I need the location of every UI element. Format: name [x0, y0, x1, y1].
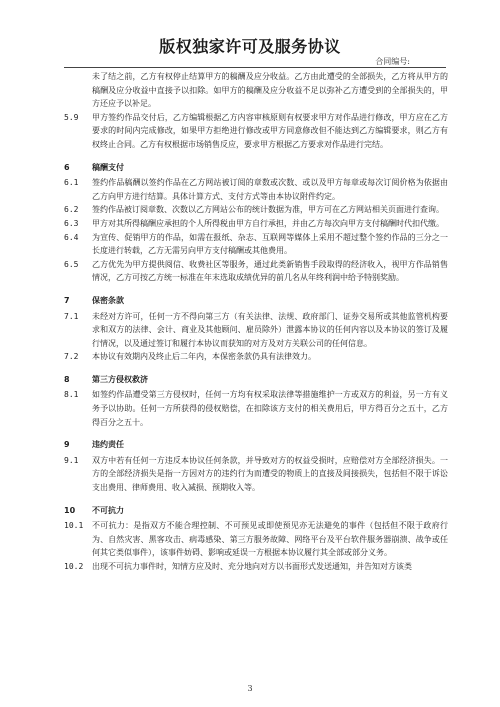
section-title: 稿酬支付	[92, 162, 124, 172]
clause-text: 乙方优先为甲方提供阅信、收费社区等服务，通过此类新销售手段取得的经济收入，视甲方作品销售情况，乙方可按乙方统一标准在年末选取成绩优异的前几名从年终利润中给予特别奖励。	[92, 259, 448, 283]
document-title: 版权独家许可及服务协议	[159, 37, 341, 56]
clause-number: 7.2	[64, 352, 79, 362]
clause-6-3	[64, 217, 448, 231]
clause-number: 10.1	[64, 521, 84, 531]
section-title: 违约责任	[92, 440, 124, 450]
clause-6-1	[64, 176, 448, 203]
section-title: 保密条款	[92, 295, 124, 305]
clause-6-2	[64, 203, 448, 217]
header-divider	[64, 67, 446, 68]
clause-text: 为宣传、促销甲方的作品，如需在报纸、杂志、互联网等媒体上采用不超过整个签约作品的三分之一长度进行转载，乙方无需另向甲方支付稿酬或其他费用。	[92, 232, 448, 256]
clause-number: 8.1	[64, 390, 79, 400]
clause-number: 6.3	[64, 218, 79, 228]
clause-6-4	[64, 231, 448, 258]
clause-number: 5.9	[64, 112, 79, 122]
clause-text: 双方中若有任何一方违反本协议任何条款，并导致对方的权益受损时，应赔偿对方全部经济损失。一方的全部经济损失是指一方因对方的违约行为而遭受的物质上的直接及间接损失，包括但不限于诉讼支出费用、律师费用、收入减损、预期收入等。	[92, 455, 448, 493]
clause-text: 如签约作品遭受第三方侵权时，任何一方均有权采取法律等措施维护一方或双方的利益，另一方有义务予以协助。任何一方所获得的侵权赔偿，在扣除该方支付的相关费用后，甲方得百分之五十，乙方得百分之五十。	[92, 390, 448, 427]
clause-8-1	[64, 388, 448, 429]
clause-number: 6.1	[64, 178, 79, 188]
section-number: 8	[64, 374, 70, 384]
section-number: 10	[64, 505, 76, 515]
clause-text: 未经对方许可，任何一方不得向第三方（有关法律、法规、政府部门、证券交易所或其他监管机构要求和双方的法律、会计、商业及其他顾问、雇员除外）泄露本协议的任何内容以及本协议的签订及履行情况，以及通过签订和履行本协议而获知的对方及对方关联公司的任何信息。	[92, 311, 448, 348]
document-body	[64, 70, 448, 574]
section-6-heading	[64, 161, 448, 175]
clause-10-2	[64, 560, 448, 574]
section-number: 7	[64, 295, 70, 305]
clause-number: 6.2	[64, 205, 79, 215]
clause-number: 10.2	[64, 562, 84, 571]
section-number: 6	[64, 162, 70, 172]
section-9-heading	[64, 438, 448, 452]
clause-9-1	[64, 454, 448, 495]
clause-7-2	[64, 350, 448, 364]
contract-number-label: 合同编号:	[375, 57, 410, 66]
section-title: 不可抗力	[92, 505, 124, 515]
clause-6-5	[64, 258, 448, 285]
clause-5-9	[64, 111, 448, 152]
continuation-paragraph	[64, 70, 448, 111]
section-title: 第三方侵权救济	[92, 374, 148, 384]
clause-number: 7.1	[64, 311, 79, 321]
section-7-heading	[64, 294, 448, 308]
clause-number: 6.5	[64, 259, 79, 269]
clause-number: 9.1	[64, 455, 79, 465]
section-8-heading	[64, 373, 448, 387]
clause-text: 签约作品稿酬以签约作品在乙方网站被订阅的章数或次数、或以及甲方每章或每次订阅价格为依据由乙方向甲方进行结算。具体计算方式、支付方式等由本协议附件约定。	[92, 178, 448, 201]
clause-text: 签约作品被订阅章数、次数以乙方网站公布的统计数据为准，甲方可在乙方网站相关页面进行查询。	[92, 205, 444, 215]
clause-text: 不可抗力：是指双方不能合理控制、不可预见或即使预见亦无法避免的事件（包括但不限于政府行为、自然灾害、黑客攻击、病毒感染、第三方服务故障、网络平台及平台软件服务器崩溃、战争或任何其它类似事件），该事件妨碍、影响或延误一方根据本协议履行其全部或部分义务。	[92, 521, 448, 558]
section-number: 9	[64, 440, 70, 450]
clause-10-1	[64, 519, 448, 560]
page-number: 3	[247, 684, 253, 693]
clause-text: 甲方签约作品交付后，乙方编辑根据乙方内容审核原则有权要求甲方对作品进行修改，甲方应在乙方要求的时间内完成修改，如果甲方拒绝进行修改或甲方同意修改但不能达到乙方编辑要求，则乙方有权终止合同。乙方有权根据市场销售反应，要求甲方根据乙方要求对作品进行完结。	[92, 112, 448, 149]
clause-7-1	[64, 310, 448, 351]
continuation-text: 未了结之前，乙方有权停止结算甲方的稿酬及应分收益。乙方由此遭受的全部损失，乙方将从甲方的稿酬及应分收益中直接予以扣除。如甲方的稿酬及应分收益不足以弥补乙方遭受到的全部损失的，甲方还应予以补足。	[92, 72, 448, 109]
clause-text: 出现不可抗力事件时，知情方应及时、充分地向对方以书面形式发送通知，并告知对方该类	[92, 562, 412, 571]
clause-text: 甲方对其所得稿酬应承担的个人所得税由甲方自行承担，并由乙方每次向甲方支付稿酬时代扣代缴。	[92, 218, 444, 228]
clause-text: 本协议有效期内及终止后二年内，本保密条款仍具有法律效力。	[92, 352, 316, 362]
section-10-heading	[64, 504, 448, 518]
clause-number: 6.4	[64, 232, 79, 242]
